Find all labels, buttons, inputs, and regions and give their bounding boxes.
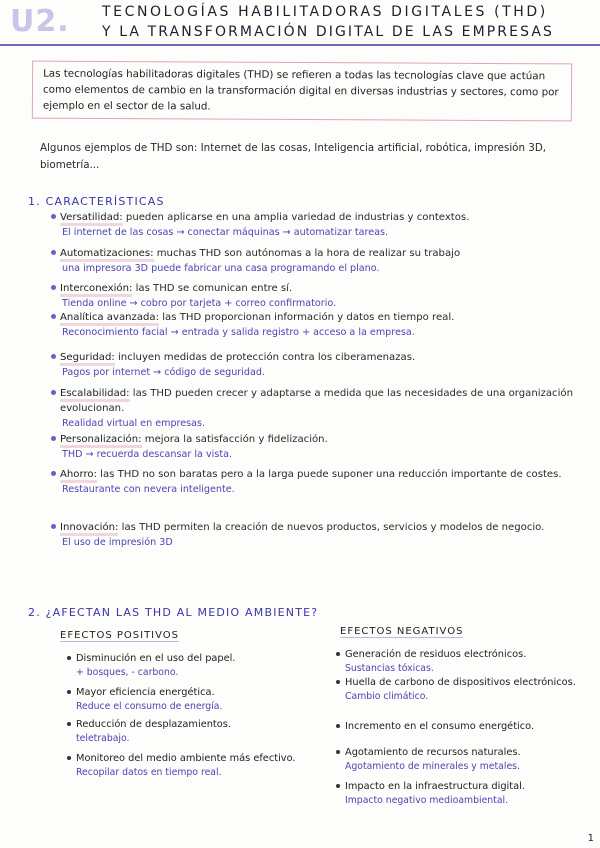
characteristic-term: Ahorro: <box>60 469 97 483</box>
characteristic-item <box>60 281 580 311</box>
effect-text: Disminución en el uso del papel. <box>76 653 236 664</box>
section-1-title: 1. CARACTERÍSTICAS <box>28 195 165 208</box>
effect-item <box>76 652 316 680</box>
characteristic-term: Analítica avanzada: <box>60 312 159 326</box>
bullet-dot <box>51 285 56 290</box>
characteristic-example: Realidad virtual en empresas. <box>62 418 206 429</box>
characteristic-text: pueden aplicarse en una amplia variedad de industrias y contextos. <box>122 212 470 223</box>
characteristic-item <box>60 246 580 276</box>
characteristic-text: las THD no son baratas pero a la larga puede suponer una reducción importante de costes. <box>96 469 562 480</box>
characteristic-example: Pagos por internet → código de seguridad. <box>62 367 266 378</box>
unit-badge: U2. <box>10 4 70 39</box>
bullet-dot <box>336 680 340 684</box>
bullet-dot <box>67 722 71 726</box>
characteristic-term: Escalabilidad: <box>60 388 130 402</box>
intro-box: Las tecnologías habilitadoras digitales (THD) se refieren a todas las tecnologías clave que actúan como elementos de cambio en la transformación digital en diversas industrias y sectores, como por ejemplo en el sector de la salud. <box>32 61 572 122</box>
characteristic-example: El internet de las cosas → conectar máquinas → automatizar tareas. <box>62 227 389 238</box>
characteristic-example: El uso de impresión 3D <box>62 537 173 548</box>
characteristic-item <box>60 386 580 431</box>
bullet-dot <box>51 524 56 529</box>
characteristic-example: THD → recuerda descansar la vista. <box>62 449 233 460</box>
effect-text: Incremento en el consumo energético. <box>345 721 535 732</box>
effect-item <box>345 720 585 734</box>
characteristic-text: las THD permiten la creación de nuevos productos, servicios y modelos de negocio. <box>118 522 545 533</box>
characteristic-text: incluyen medidas de protección contra los ciberamenazas. <box>114 352 416 363</box>
bullet-dot <box>336 724 340 728</box>
effect-text: Impacto en la infraestructura digital. <box>345 781 525 792</box>
effect-note: Recopilar datos en tiempo real. <box>76 767 222 778</box>
bullet-dot <box>67 756 71 760</box>
bullet-dot <box>336 652 340 656</box>
bullet-dot <box>51 250 56 255</box>
characteristic-term: Personalización: <box>60 434 142 448</box>
page-number: 1 <box>587 833 594 844</box>
bullet-dot <box>51 471 56 476</box>
effect-text: Generación de residuos electrónicos. <box>345 649 527 660</box>
characteristic-example: Tienda online → cobro por tarjeta + correo confirmatorio. <box>62 298 337 309</box>
examples-paragraph: Algunos ejemplos de THD son: Internet de las cosas, Inteligencia artificial, robótica, impresión 3D, biometría... <box>40 142 547 171</box>
characteristic-text: muchas THD son autónomas a la hora de realizar su trabajo <box>153 248 461 259</box>
title-underline <box>0 44 600 46</box>
characteristic-item <box>60 432 580 462</box>
bullet-dot <box>336 784 340 788</box>
bullet-dot <box>51 214 56 219</box>
section-2-title: 2. ¿AFECTAN LAS THD AL MEDIO AMBIENTE? <box>28 606 319 619</box>
characteristic-text: las THD se comunican entre sí. <box>132 283 293 294</box>
characteristic-term: Versatilidad: <box>60 212 123 226</box>
effect-item <box>345 780 585 808</box>
negative-effects-heading: EFECTOS NEGATIVOS <box>340 626 464 637</box>
effect-text: Reducción de desplazamientos. <box>76 719 231 730</box>
page-title-line-1: TECNOLOGÍAS HABILITADORAS DIGITALES (THD) <box>102 4 548 20</box>
positive-effects-heading: EFECTOS POSITIVOS <box>60 630 180 641</box>
bullet-dot <box>336 750 340 754</box>
bullet-dot <box>67 690 71 694</box>
characteristic-term: Automatizaciones: <box>60 248 154 262</box>
characteristic-item <box>60 350 580 380</box>
bullet-dot <box>67 656 71 660</box>
effect-note: teletrabajo. <box>76 733 130 744</box>
characteristic-term: Seguridad: <box>60 352 115 366</box>
characteristic-text: mejora la satisfacción y fidelización. <box>141 434 328 445</box>
bullet-dot <box>51 314 56 319</box>
characteristic-item <box>60 210 580 240</box>
effect-note: + bosques, - carbono. <box>76 667 179 678</box>
effect-text: Huella de carbono de dispositivos electrónicos. <box>345 677 576 688</box>
effect-note: Cambio climático. <box>345 691 429 702</box>
effect-item <box>345 746 585 774</box>
effect-note: Reduce el consumo de energía. <box>76 701 223 712</box>
effect-item <box>76 752 316 780</box>
effect-item <box>76 718 316 746</box>
bullet-dot <box>51 436 56 441</box>
effect-item <box>345 676 585 704</box>
characteristic-example: Reconocimiento facial → entrada y salida registro + acceso a la empresa. <box>62 327 415 338</box>
effect-item <box>345 648 585 676</box>
characteristic-text: las THD proporcionan información y datos en tiempo real. <box>159 312 455 323</box>
characteristic-item <box>60 310 580 340</box>
effect-text: Monitoreo del medio ambiente más efectivo. <box>76 753 296 764</box>
characteristic-item <box>60 467 580 497</box>
characteristic-term: Innovación: <box>60 522 118 536</box>
effect-note: Agotamiento de minerales y metales. <box>345 761 520 772</box>
characteristic-text: las THD pueden crecer y adaptarse a medida que las necesidades de una organización evolucionan. <box>60 388 573 414</box>
effect-item <box>76 686 316 714</box>
effect-note: Sustancias tóxicas. <box>345 663 434 674</box>
effect-text: Mayor eficiencia energética. <box>76 687 215 698</box>
effect-note: Impacto negativo medioambiental. <box>345 795 509 806</box>
bullet-dot <box>51 390 56 395</box>
characteristic-item <box>60 520 580 550</box>
page-title-line-2: Y LA TRANSFORMACIÓN DIGITAL DE LAS EMPRESAS <box>102 24 554 40</box>
characteristic-example: una impresora 3D puede fabricar una casa programando el plano. <box>62 263 380 274</box>
characteristic-example: Restaurante con nevera inteligente. <box>62 484 235 495</box>
characteristic-term: Interconexión: <box>60 283 132 297</box>
effect-text: Agotamiento de recursos naturales. <box>345 747 521 758</box>
bullet-dot <box>51 354 56 359</box>
